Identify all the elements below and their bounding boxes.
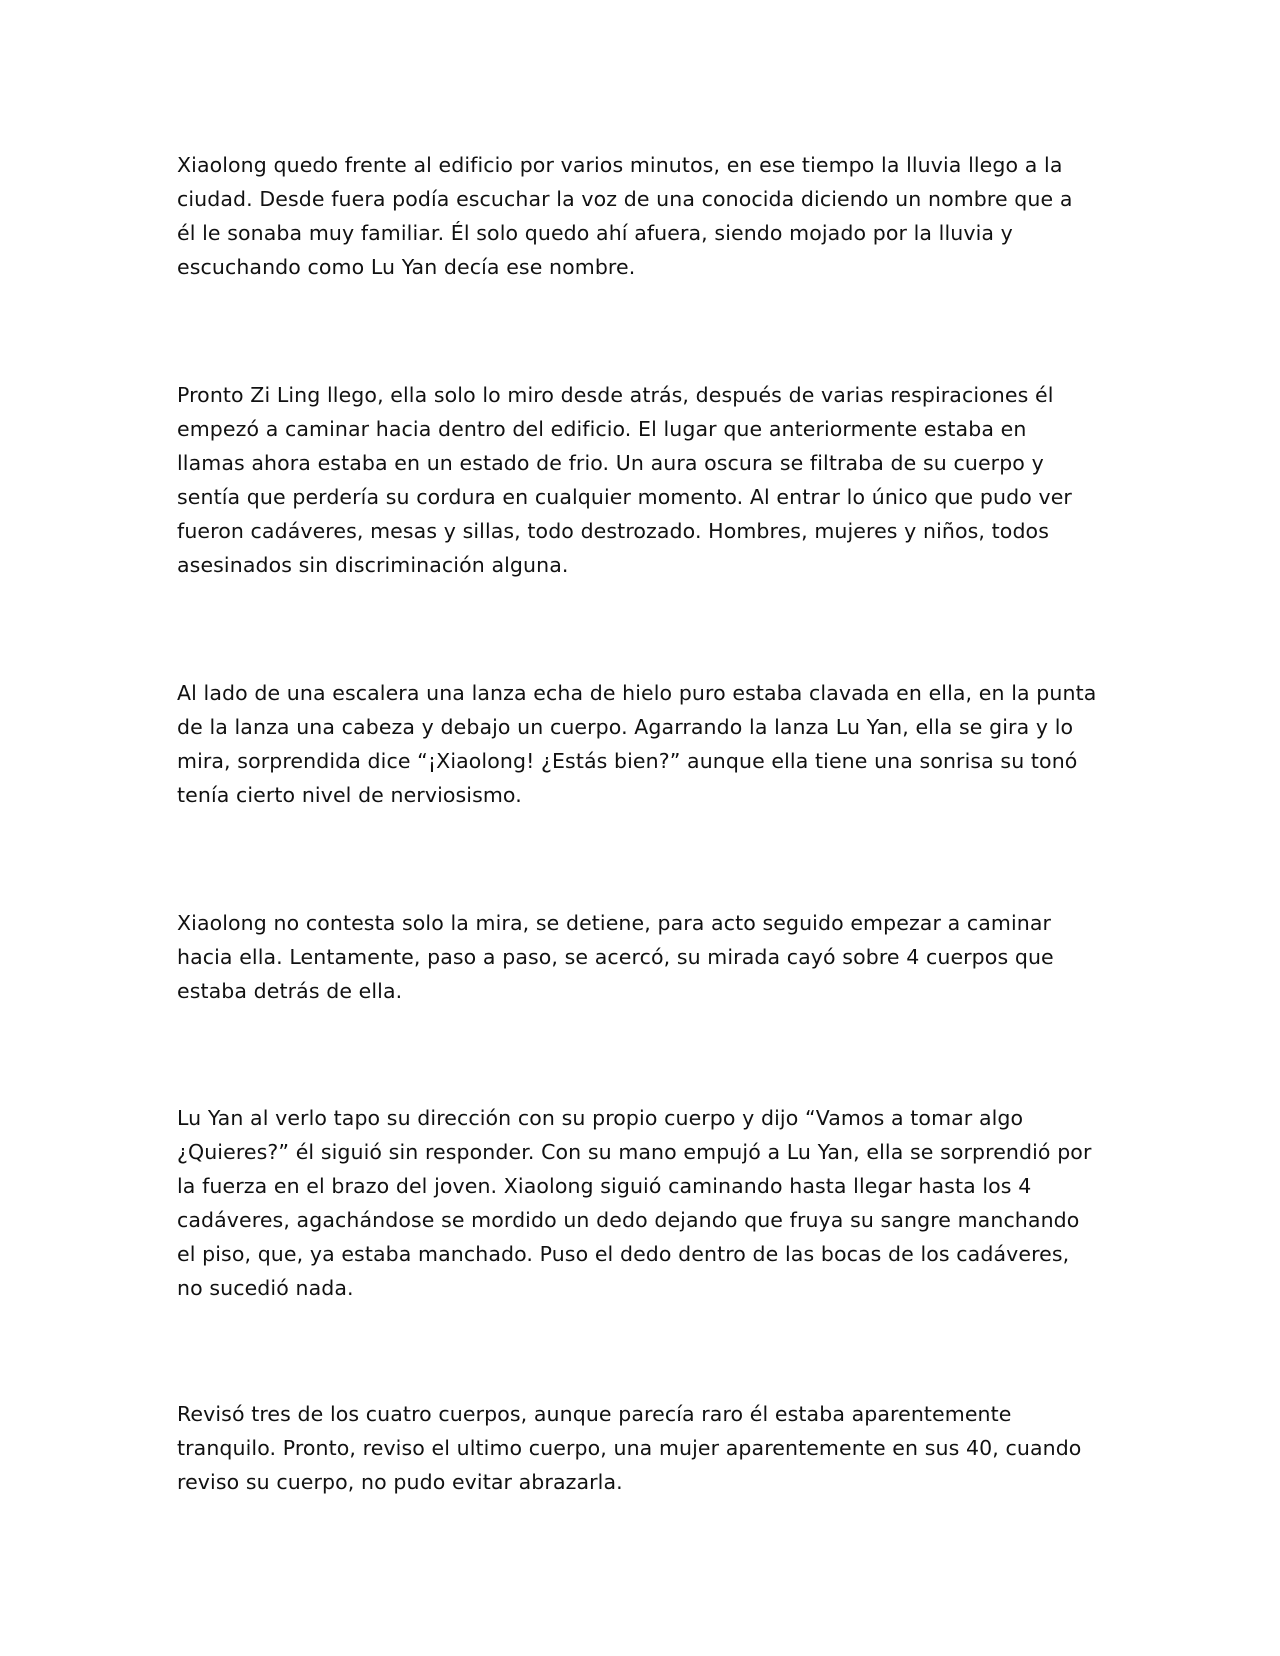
- paragraph-3: Al lado de una escalera una lanza echa de hielo puro estaba clavada en ella, en la punta de la lanza una cabeza y debajo un cuerpo. Agarrando la lanza Lu Yan, ella se gira y lo mira, sorprendida dice “¡Xiaolong! ¿Estás bien?” aunque ella tiene una sonrisa su tonó tenía cierto nivel de nerviosismo.: [177, 681, 1097, 807]
- paragraph-5: Lu Yan al verlo tapo su dirección con su propio cuerpo y dijo “Vamos a tomar algo ¿Quieres?” él siguió sin responder. Con su mano empujó a Lu Yan, ella se sorprendió por la fuerza en el brazo del joven. Xiaolong siguió caminando hasta llegar hasta los 4 cadáveres, agachándose se mordido un dedo dejando que fruya su sangre manchando el piso, que, ya estaba manchado. Puso el dedo dentro de las bocas de los cadáveres, no sucedió nada.: [177, 1106, 1092, 1300]
- paragraph-1: Xiaolong quedo frente al edificio por varios minutos, en ese tiempo la lluvia llego a la ciudad. Desde fuera podía escuchar la voz de una conocida diciendo un nombre que a él le sonaba muy familiar. Él solo quedo ahí afuera, siendo mojado por la lluvia y escuchando como Lu Yan decía ese nombre.: [177, 153, 1073, 279]
- paragraph-4: Xiaolong no contesta solo la mira, se detiene, para acto seguido empezar a caminar hacia ella. Lentamente, paso a paso, se acercó, su mirada cayó sobre 4 cuerpos que estaba detrás de ella.: [177, 911, 1054, 1003]
- paragraph-2: Pronto Zi Ling llego, ella solo lo miro desde atrás, después de varias respiraciones él empezó a caminar hacia dentro del edificio. El lugar que anteriormente estaba en llamas ahora estaba en un estado de frio. Un aura oscura se filtraba de su cuerpo y sentía que perdería su cordura en cualquier momento. Al entrar lo único que pudo ver fueron cadáveres, mesas y sillas, todo destrozado. Hombres, mujeres y niños, todos asesinados sin discriminación alguna.: [177, 383, 1072, 577]
- paragraph-6: Revisó tres de los cuatro cuerpos, aunque parecía raro él estaba aparentemente tranquilo. Pronto, reviso el ultimo cuerpo, una mujer aparentemente en sus 40, cuando reviso su cuerpo, no pudo evitar abrazarla.: [177, 1402, 1082, 1494]
